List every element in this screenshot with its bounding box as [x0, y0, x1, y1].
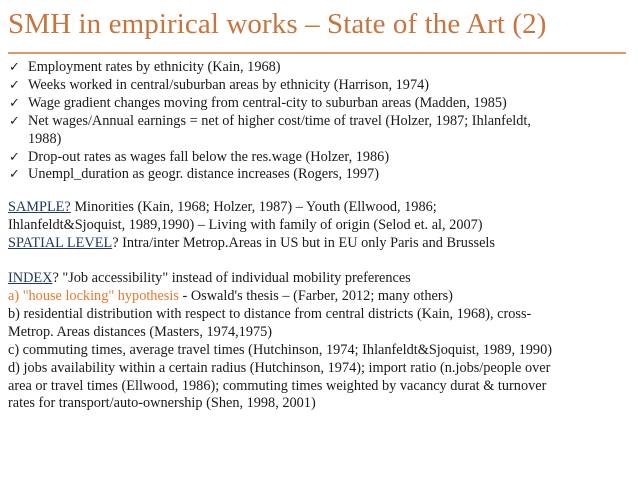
checkmark-icon: ✓ — [9, 113, 20, 129]
checkmark-icon: ✓ — [9, 60, 20, 75]
checklist-item: ✓ Employment rates by ethnicity (Kain, 1968) — [9, 59, 281, 75]
index-item-c: c) commuting times, average travel times (Hutchinson, 1974; Ihlanfeldt&Sjoquist, 1989, 1990) — [8, 341, 552, 358]
checkmark-icon: ✓ — [9, 149, 20, 165]
checklist-item: ✓ Unempl_duration as geogr. distance increases (Rogers, 1997) — [9, 166, 379, 183]
checklist-item: ✓ Net wages/Annual earnings = net of higher cost/time of travel (Holzer, 1987; Ihlanfeldt, 1988) — [9, 112, 531, 147]
index-heading: INDEX — [8, 270, 53, 287]
checklist-item: ✓ Wage gradient changes moving from central-city to suburban areas (Madden, 1985) — [9, 94, 507, 111]
index-item-d-cont: rates for transport/auto-ownership (Shen, 1998, 2001) — [8, 395, 316, 412]
index-item-b-cont: Metrop. Areas distances (Masters, 1974,1975) — [8, 323, 273, 340]
slide-title: SMH in empirical works – State of the Art (2) — [8, 8, 547, 40]
sample-line-1: SAMPLE? Minorities (Kain, 1968; Holzer, 1987) – Youth (Ellwood, 1986; — [8, 199, 437, 216]
evidence-checklist — [8, 59, 630, 184]
index-item-d-cont: area or travel times (Ellwood, 1986); commuting times weighted by vacancy durat & turnover — [8, 377, 547, 394]
checklist-item: ✓ Weeks worked in central/suburban areas by ethnicity (Harrison, 1974) — [9, 76, 430, 93]
index-item-d: d) jobs availability within a certain radius (Hutchinson, 1974); import ratio (n.jobs/people over — [8, 359, 551, 376]
index-item-a: a) "house locking" hypothesis - Oswald's thesis – (Farber, 2012; many others) — [8, 287, 453, 304]
slide-content — [8, 59, 630, 413]
checkmark-icon: ✓ — [9, 95, 20, 111]
sample-heading: SAMPLE? — [8, 199, 71, 216]
index-item-b: b) residential distribution with respect to distance from central districts (Kain, 1968), cross- — [8, 305, 532, 322]
sample-line-2: Ihlanfeldt&Sjoquist, 1989,1990) – Living with family of origin (Selod et. al, 2007) — [8, 217, 483, 234]
spatial-level-heading: SPATIAL LEVEL — [8, 235, 113, 252]
house-locking-highlight: "house locking" hypothesis — [22, 287, 179, 304]
title-divider — [8, 52, 626, 54]
index-line: INDEX? "Job accessibility" instead of individual mobility preferences — [8, 270, 411, 287]
spatial-level-line: SPATIAL LEVEL? Intra/inter Metrop.Areas in US but in EU only Paris and Brussels — [8, 235, 495, 252]
checkmark-icon: ✓ — [9, 167, 20, 183]
checkmark-icon: ✓ — [9, 77, 20, 93]
checklist-item: ✓ Drop-out rates as wages fall below the res.wage (Holzer, 1986) — [9, 148, 390, 165]
